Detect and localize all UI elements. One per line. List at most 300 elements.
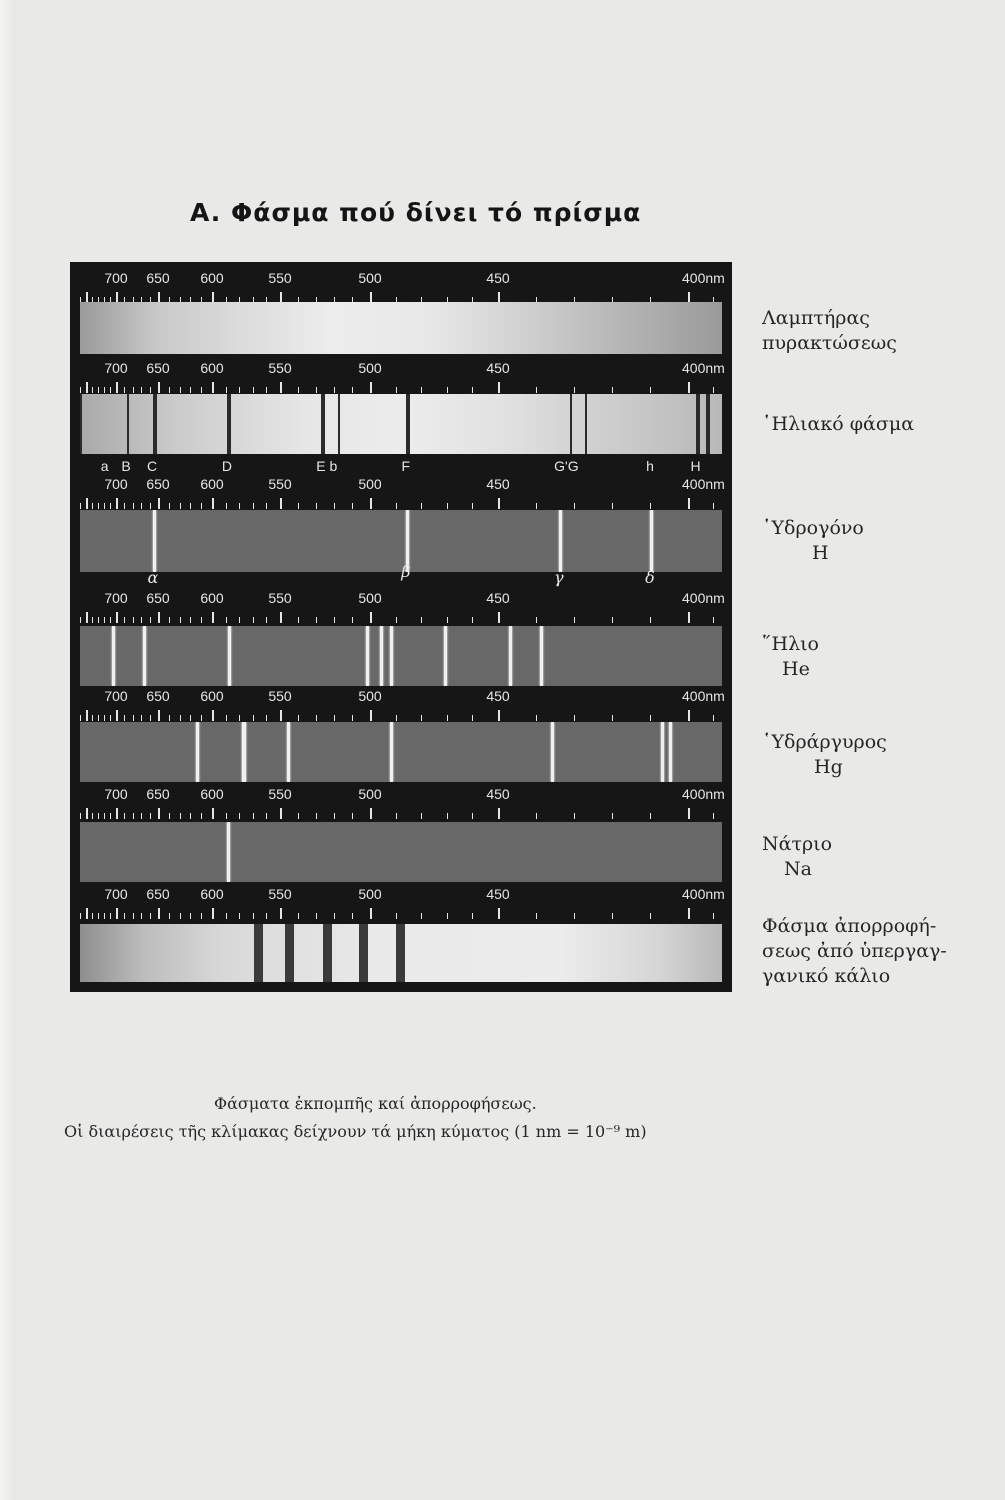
scale-tick-minor [612, 503, 613, 509]
scale-tick-minor [447, 617, 448, 623]
scale-tick-minor [713, 913, 714, 919]
scale-tick-minor [612, 617, 613, 623]
scale-tick-major [158, 808, 160, 819]
label-line: Φάσμα ἀπορροφή- [762, 915, 937, 937]
scale-tick-minor [124, 617, 125, 623]
scale-tick-minor [110, 715, 111, 721]
scale-tick-major [370, 908, 372, 919]
scale-tick-minor [472, 617, 473, 623]
label-sodium [762, 832, 832, 882]
page-title: A. Φάσμα πού δίνει τό πρίσμα [190, 198, 642, 227]
label-line: Νάτριο [762, 833, 833, 855]
scale-tick-minor [141, 387, 142, 393]
scale-tick-major [158, 612, 160, 623]
scale-tick-minor [169, 387, 170, 393]
scale-tick-minor [98, 813, 99, 819]
absorption-line [80, 394, 82, 454]
scale-tick-minor [169, 913, 170, 919]
scale-tick-minor [266, 617, 267, 623]
scale-tick-minor [253, 913, 254, 919]
emission-line [196, 722, 199, 782]
scale-tick-major [86, 498, 88, 509]
label-helium [762, 632, 819, 682]
scale-tick-minor [352, 715, 353, 721]
scale-tick-minor [447, 503, 448, 509]
scale-label: 700 [104, 786, 128, 802]
scale-tick-minor [190, 617, 191, 623]
scale-tick-minor [98, 503, 99, 509]
scale-tick-major [280, 808, 282, 819]
emission-line [551, 722, 554, 782]
scale-tick-minor [180, 913, 181, 919]
scale-label: 600 [200, 786, 224, 802]
scale-tick-minor [190, 387, 191, 393]
scale-tick-major [280, 382, 282, 393]
absorption-line [127, 394, 129, 454]
scale-tick-minor [612, 387, 613, 393]
scale-label: 400nm [682, 590, 725, 606]
scale-label: 650 [146, 590, 170, 606]
scale-label: 600 [200, 270, 224, 286]
scale-tick-major [116, 808, 118, 819]
scale-tick-minor [396, 503, 397, 509]
wavelength-scale [78, 784, 726, 822]
scale-label: 700 [104, 360, 128, 376]
scale-label: 600 [200, 886, 224, 902]
scale-tick-minor [98, 913, 99, 919]
label-mercury [762, 730, 887, 780]
fraunhofer-letter: E b [316, 458, 338, 474]
scale-tick-major [688, 710, 690, 721]
scale-tick-minor [298, 913, 299, 919]
scale-tick-minor [124, 913, 125, 919]
scale-tick-minor [80, 715, 81, 721]
scale-tick-minor [190, 715, 191, 721]
scale-tick-minor [396, 913, 397, 919]
label-line: σεως ἀπό ὑπεργαγ- [762, 940, 947, 962]
absorption-line [406, 394, 410, 454]
scale-tick-minor [201, 503, 202, 509]
spectrum-strip-sodium [80, 822, 722, 882]
absorption-line [338, 394, 340, 454]
scale-tick-minor [110, 813, 111, 819]
scale-tick-minor [180, 813, 181, 819]
scale-label: 650 [146, 476, 170, 492]
scale-tick-minor [334, 387, 335, 393]
scale-tick-minor [396, 387, 397, 393]
scale-label: 450 [486, 270, 510, 286]
absorption-line [227, 394, 231, 454]
label-permanganate [762, 914, 947, 989]
scale-tick-major [212, 612, 214, 623]
scale-tick-minor [472, 813, 473, 819]
label-line: Hg [814, 756, 843, 778]
emission-line [669, 722, 672, 782]
scale-tick-major [280, 612, 282, 623]
scale-tick-major [212, 908, 214, 919]
scale-tick-minor [141, 503, 142, 509]
scale-tick-minor [133, 617, 134, 623]
scale-tick-minor [650, 617, 651, 623]
scale-tick-minor [169, 813, 170, 819]
scale-tick-minor [352, 617, 353, 623]
scale-tick-minor [447, 913, 448, 919]
scale-tick-major [370, 498, 372, 509]
scale-tick-major [688, 808, 690, 819]
scale-label: 400nm [682, 688, 725, 704]
scale-tick-minor [574, 715, 575, 721]
scale-tick-minor [298, 813, 299, 819]
scale-tick-minor [104, 913, 105, 919]
emission-line [540, 626, 543, 686]
scale-tick-major [370, 710, 372, 721]
label-solar [762, 412, 914, 437]
scale-tick-minor [226, 715, 227, 721]
scale-tick-minor [98, 617, 99, 623]
scale-tick-major [370, 382, 372, 393]
scale-tick-minor [713, 387, 714, 393]
scale-tick-major [116, 498, 118, 509]
scale-tick-minor [80, 913, 81, 919]
label-line: He [782, 658, 810, 680]
emission-line [509, 626, 512, 686]
scale-tick-minor [612, 813, 613, 819]
scale-tick-major [370, 612, 372, 623]
hydrogen-line-letter: α [147, 568, 159, 587]
scale-tick-major [498, 808, 500, 819]
scale-tick-major [86, 808, 88, 819]
scale-tick-minor [150, 617, 151, 623]
scale-tick-major [212, 382, 214, 393]
scale-tick-major [116, 908, 118, 919]
scale-label: 550 [268, 886, 292, 902]
scale-tick-minor [201, 387, 202, 393]
scale-tick-minor [472, 387, 473, 393]
scale-tick-minor [226, 913, 227, 919]
wavelength-scale [78, 474, 726, 512]
scale-label: 600 [200, 360, 224, 376]
scale-tick-major [498, 498, 500, 509]
scale-tick-minor [266, 387, 267, 393]
scale-label: 500 [358, 590, 382, 606]
scale-tick-minor [180, 617, 181, 623]
absorption-line [585, 394, 587, 454]
scale-label: 700 [104, 688, 128, 704]
scale-tick-minor [396, 715, 397, 721]
fraunhofer-letter: C [147, 458, 158, 474]
fraunhofer-letter: h [646, 458, 654, 474]
scale-tick-minor [536, 387, 537, 393]
scale-label: 400nm [682, 886, 725, 902]
scale-tick-minor [150, 715, 151, 721]
scale-tick-minor [421, 503, 422, 509]
scale-tick-minor [104, 503, 105, 509]
scale-tick-minor [574, 913, 575, 919]
spectrum-strip-permanganate [80, 924, 722, 982]
scale-tick-minor [447, 813, 448, 819]
scale-tick-minor [190, 813, 191, 819]
scale-tick-minor [352, 913, 353, 919]
scale-tick-minor [316, 387, 317, 393]
scale-tick-minor [92, 813, 93, 819]
scale-label: 600 [200, 590, 224, 606]
scale-tick-minor [141, 913, 142, 919]
scale-label: 500 [358, 886, 382, 902]
label-line: ῾Υδράργυρος [762, 731, 887, 753]
scale-tick-minor [110, 503, 111, 509]
scale-tick-minor [190, 913, 191, 919]
scale-tick-minor [239, 503, 240, 509]
scale-tick-minor [253, 387, 254, 393]
scale-tick-minor [574, 617, 575, 623]
emission-line [243, 722, 246, 782]
scale-tick-minor [226, 617, 227, 623]
spectra-plate [70, 262, 732, 992]
scale-tick-major [280, 908, 282, 919]
fraunhofer-letter: a [100, 458, 109, 474]
scale-label: 650 [146, 886, 170, 902]
scale-tick-major [116, 612, 118, 623]
scale-tick-minor [536, 617, 537, 623]
emission-line [390, 722, 393, 782]
scale-label: 500 [358, 270, 382, 286]
scale-label: 550 [268, 590, 292, 606]
scale-tick-major [86, 612, 88, 623]
scale-tick-minor [421, 813, 422, 819]
scale-tick-minor [141, 715, 142, 721]
scale-tick-major [688, 612, 690, 623]
absorption-line [254, 924, 263, 982]
scale-tick-minor [80, 617, 81, 623]
scale-tick-minor [298, 503, 299, 509]
absorption-line [359, 924, 368, 982]
emission-line [228, 626, 231, 686]
scale-tick-minor [104, 387, 105, 393]
scale-tick-minor [150, 503, 151, 509]
scale-tick-minor [133, 503, 134, 509]
scale-tick-minor [316, 503, 317, 509]
scale-tick-minor [226, 813, 227, 819]
scale-tick-minor [650, 715, 651, 721]
scale-tick-minor [239, 913, 240, 919]
scale-label: 700 [104, 886, 128, 902]
scale-label: 450 [486, 476, 510, 492]
scale-tick-major [280, 498, 282, 509]
scale-tick-minor [713, 715, 714, 721]
scale-tick-minor [447, 387, 448, 393]
hydrogen-line-letter: β [401, 562, 411, 581]
scale-label: 700 [104, 590, 128, 606]
emission-line [650, 510, 653, 572]
scale-tick-minor [298, 617, 299, 623]
label-incandescent [762, 306, 897, 356]
scale-label: 400nm [682, 786, 725, 802]
scale-tick-minor [253, 813, 254, 819]
scale-tick-minor [201, 617, 202, 623]
emission-line [287, 722, 290, 782]
label-line: ῾Υδρογόνο [762, 517, 864, 539]
scale-tick-minor [104, 715, 105, 721]
scale-tick-minor [650, 503, 651, 509]
scale-tick-minor [124, 813, 125, 819]
scale-tick-minor [226, 503, 227, 509]
scale-label: 650 [146, 360, 170, 376]
scale-label: 650 [146, 786, 170, 802]
scale-tick-minor [612, 913, 613, 919]
absorption-line [396, 924, 405, 982]
scale-tick-minor [650, 813, 651, 819]
scale-tick-minor [334, 913, 335, 919]
scale-tick-minor [201, 715, 202, 721]
emission-line [559, 510, 562, 572]
scale-tick-minor [536, 813, 537, 819]
scale-tick-minor [92, 387, 93, 393]
scale-tick-minor [536, 503, 537, 509]
wavelength-scale [78, 268, 726, 306]
wavelength-scale [78, 686, 726, 724]
scale-tick-major [86, 710, 88, 721]
absorption-line [570, 394, 572, 454]
scale-label: 600 [200, 476, 224, 492]
scale-label: 400nm [682, 360, 725, 376]
scale-tick-minor [92, 503, 93, 509]
scale-tick-minor [536, 913, 537, 919]
scale-tick-minor [266, 715, 267, 721]
scale-tick-minor [239, 715, 240, 721]
scale-label: 450 [486, 886, 510, 902]
scale-tick-major [498, 908, 500, 919]
wavelength-scale [78, 588, 726, 626]
scale-tick-minor [713, 617, 714, 623]
scale-tick-minor [150, 813, 151, 819]
scale-label: 450 [486, 360, 510, 376]
scale-tick-minor [266, 813, 267, 819]
scale-tick-major [688, 498, 690, 509]
scale-label: 600 [200, 688, 224, 704]
scale-tick-minor [298, 715, 299, 721]
scale-tick-minor [104, 813, 105, 819]
scale-tick-minor [98, 715, 99, 721]
label-line: Na [784, 858, 812, 880]
scale-tick-minor [396, 617, 397, 623]
label-hydrogen [762, 516, 864, 566]
scale-tick-minor [298, 387, 299, 393]
scale-tick-minor [472, 715, 473, 721]
scale-tick-minor [98, 387, 99, 393]
scale-tick-major [212, 710, 214, 721]
page-edge [0, 0, 16, 1500]
scale-label: 450 [486, 590, 510, 606]
scale-tick-major [688, 382, 690, 393]
scale-tick-major [86, 908, 88, 919]
absorption-line [696, 394, 700, 454]
wavelength-scale [78, 358, 726, 396]
scale-tick-minor [334, 813, 335, 819]
emission-line [366, 626, 369, 686]
scale-tick-minor [226, 387, 227, 393]
caption-line-2: Οἱ διαιρέσεις τῆς κλίμακας δείχνουν τά μήκη κύματος (1 nm = 10⁻⁹ m) [64, 1122, 647, 1141]
emission-line [444, 626, 447, 686]
scale-tick-major [498, 382, 500, 393]
scale-tick-minor [536, 715, 537, 721]
scale-tick-minor [266, 913, 267, 919]
label-line: πυρακτώσεως [762, 332, 897, 354]
scale-tick-minor [141, 617, 142, 623]
caption-line-1: Φάσματα ἐκπομπῆς καί ἀπορροφήσεως. [214, 1094, 537, 1113]
scale-tick-minor [92, 715, 93, 721]
scale-label: 550 [268, 476, 292, 492]
emission-line [661, 722, 664, 782]
scale-label: 500 [358, 786, 382, 802]
scale-tick-minor [472, 503, 473, 509]
scale-tick-minor [141, 813, 142, 819]
scale-tick-minor [316, 813, 317, 819]
scale-tick-minor [421, 715, 422, 721]
scale-tick-major [158, 710, 160, 721]
emission-line [112, 626, 115, 686]
scale-tick-major [158, 498, 160, 509]
scale-tick-minor [316, 617, 317, 623]
label-line: ῞Ηλιο [762, 633, 819, 655]
scale-tick-major [212, 808, 214, 819]
scale-tick-major [212, 498, 214, 509]
scale-tick-minor [169, 503, 170, 509]
scale-tick-minor [201, 813, 202, 819]
scale-tick-minor [133, 913, 134, 919]
scale-tick-minor [352, 503, 353, 509]
scale-tick-minor [713, 813, 714, 819]
scale-tick-minor [447, 715, 448, 721]
scale-tick-minor [253, 617, 254, 623]
scale-label: 650 [146, 270, 170, 286]
scale-tick-major [116, 382, 118, 393]
scale-tick-minor [239, 617, 240, 623]
scale-label: 500 [358, 688, 382, 704]
spectrum-strip-solar [80, 394, 722, 454]
spectrum-strip-helium [80, 626, 722, 686]
scale-tick-minor [396, 813, 397, 819]
scale-tick-minor [421, 617, 422, 623]
scale-tick-major [370, 808, 372, 819]
spectrum-strip-mercury [80, 722, 722, 782]
scale-tick-minor [266, 503, 267, 509]
scale-tick-minor [421, 913, 422, 919]
scale-tick-minor [316, 715, 317, 721]
scale-label: 450 [486, 688, 510, 704]
scale-tick-minor [239, 387, 240, 393]
absorption-line [706, 394, 710, 454]
scale-tick-minor [253, 715, 254, 721]
scale-tick-major [158, 382, 160, 393]
scale-tick-minor [169, 715, 170, 721]
spectrum-strip-incandescent [80, 302, 722, 354]
emission-line [390, 626, 393, 686]
scale-tick-minor [133, 715, 134, 721]
absorption-line [323, 924, 332, 982]
scale-tick-minor [201, 913, 202, 919]
emission-line [380, 626, 383, 686]
scale-label: 650 [146, 688, 170, 704]
fraunhofer-letter: G'G [554, 458, 579, 474]
scale-tick-minor [110, 617, 111, 623]
scale-label: 550 [268, 360, 292, 376]
absorption-line [285, 924, 294, 982]
scale-tick-minor [124, 387, 125, 393]
label-line: H [812, 542, 829, 564]
hydrogen-line-letter: δ [645, 568, 655, 587]
scale-tick-minor [612, 715, 613, 721]
scale-tick-minor [169, 617, 170, 623]
